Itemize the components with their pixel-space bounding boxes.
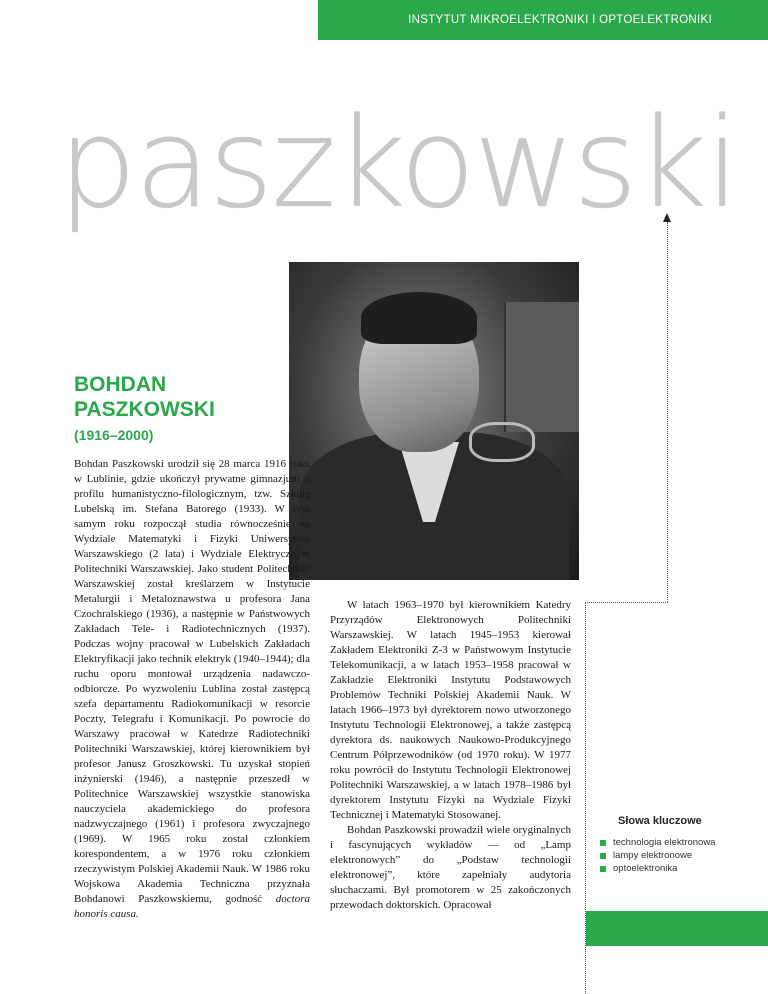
paragraph-career: W latach 1963–1970 był kierownikiem Katedry Przyrządów Elektronowych Politechniki Warszawskiej. W latach 1945–1953 kierował Zakładem Elektroniki Z-3 w Państwowym Instytucie Telekomunikacji, a w latach 1953–1958 pracował w Zakładzie Elektroniki Instytutu Podstawowych Problemów Techniki Polskiej Akademii Nauk. W latach 1966–1973 był dyrektorem nowo utworzonego Instytutu Technologii Elektronowej, a także zastępcą dyrektora ds. naukowych Naukowo-Produkcyjnego Centrum Półprzewodników (od 1970 roku). W 1977 roku powrócił do Instytutu Technologii Elektronowej Politechniki Warszawskiej, a w latach 1978–1986 był dyrektorem Instytutu Fizyki na Wydziale Fizyki Technicznej i Matematyki Stosowanej. — [330, 599, 571, 821]
keywords-list — [600, 836, 715, 875]
big-surname-title: paszkowski — [58, 92, 738, 236]
keyword-label: lampy elektronowe — [613, 850, 693, 861]
bullet-square-icon — [600, 866, 606, 872]
life-years: (1916–2000) — [74, 427, 154, 443]
header-label: INSTYTUT MIKROELEKTRONIKI I OPTOELEKTRONIKI — [408, 14, 712, 26]
glasses-icon — [469, 422, 535, 462]
keyword-label: technologia elektronowa — [613, 837, 716, 848]
decorative-green-block — [586, 911, 768, 946]
dotted-line-vertical-upper — [667, 222, 668, 602]
keyword-label: optoelektronika — [613, 863, 678, 874]
first-name: BOHDAN — [74, 373, 167, 396]
bullet-square-icon — [600, 853, 606, 859]
portrait-photo — [289, 262, 579, 580]
bullet-square-icon — [600, 840, 606, 846]
biography-text-1: Bohdan Paszkowski urodził się 28 marca 1916 roku w Lublinie, gdzie ukończył prywatne gimnazjum o profilu humanistyczno-filologicznym, tzw. Szkołę Lubelską im. Stefana Batorego (1933). W tym samym roku rozpoczął studia równocześnie na Wydziale Matematyki i Fizyki Uniwersytetu Warszawskiego (2 lata) i Wydziale Elektrycznym Politechniki Warszawskiej. Jako student Politechniki Warszawskiej został kreślarzem w Instytucie Metalurgii i Metaloznawstwa u profesora Jana Czochralskiego (1936), a następnie w Państwowych Zakładach Tele- i Radiotechnicznych (1937). Podczas wojny pracował w Lubelskich Zakładach Elektryfikacji jako technik elektryk (1940–1944); dla ruchu oporu montował urządzenia nadawczo-odbiorcze. Po wyzwoleniu Lublina został zastępcą szefa departamentu Radiokomunikacji w resorcie Poczty, Telegrafu i Komunikacji. Po powrocie do Warszawy pracował w Katedrze Radiotechniki Politechniki Warszawskiej, której kierownikiem był profesor Janusz Groszkowski. Tu uzyskał stopień inżynierski (1946), a następnie przeszedł w Politechnice Warszawskiej wszystkie stanowiska nauczyciela akademickiego do profesora nadzwyczajnego (1961) i profesora zwyczajnego (1969). W 1965 roku został członkiem korespondentem, a w 1976 roku członkiem rzeczywistym Polskiej Akademii Nauk. W 1986 roku Wojskowa Akademia Techniczna przyznała Bohdanowi Paszkowskiemu, godność — [74, 458, 310, 905]
keywords-title: Słowa kluczowe — [618, 815, 702, 827]
arrow-up-icon — [663, 213, 671, 222]
dotted-line-horizontal — [585, 602, 668, 603]
keyword-item — [600, 849, 715, 862]
background-cabinet — [504, 302, 579, 432]
paragraph-lectures: Bohdan Paszkowski prowadził wiele oryginalnych i fascynujących wykładów — od „Lamp elektronowych” do „Podstaw technologii elektronowej”, które zapełniały audytoria słuchaczami. Był promotorem w 25 zakończonych przewodach doktorskich. Opracował — [330, 824, 571, 911]
last-name: PASZKOWSKI — [74, 398, 215, 421]
header-bar — [318, 0, 768, 40]
keyword-item — [600, 862, 715, 875]
portrait-hair — [361, 292, 477, 344]
honoris-causa-text: doctora honoris causa. — [74, 893, 311, 920]
keyword-item — [600, 836, 715, 849]
person-name — [74, 372, 215, 422]
biography-column-1 — [74, 457, 310, 922]
biography-column-2 — [330, 598, 571, 913]
